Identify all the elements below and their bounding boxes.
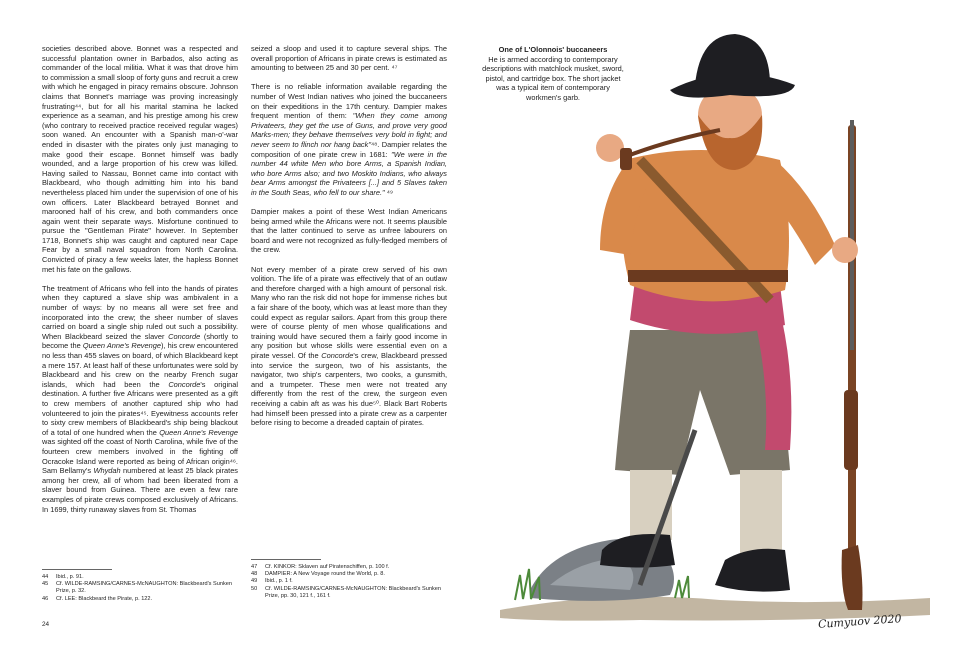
footnote: 44 Ibid., p. 91. — [42, 574, 84, 580]
dampier-quote: "We were in the number 44 white Men who bore Arms, a Spanish Indian, who bore Arms also; and two Moskito Indians, who always bear Arms amongst the Privateers [...] and 5 Slaves taken in the South Seas, who fell to our share." — [251, 149, 447, 197]
footnotes-right — [251, 564, 447, 600]
dampier-quote: "When they come among Privateers, they get the use of Guns, and prove very good Marks-men; they behave themselves very bold in fight; and never seem to flinch nor hang back" — [251, 111, 447, 149]
stocking — [740, 470, 782, 555]
text-column-left — [42, 44, 238, 524]
caption-text: He is armed according to contemporary descriptions with matchlock musket, sword, pistol, and cartridge box. The short jacket was a typical item of contemporary workmen's garb. — [482, 54, 624, 102]
footnote: 47 Cf. KINKOR: Sklaven auf Piratenschiffen, p. 100 f. — [251, 564, 390, 570]
paragraph-bonnet: societies described above. Bonnet was a respected and successful plantation owner in Barbados, also acting as commander of the local militia. What it was that drove him to commission a small sloop of forty guns and recruit a crew with which he engaged in piracy remains obscure. Johnson claims that Bonnet's marriage was proving increasingly frustrating⁴⁴, but for all his marital stamina he lacked experience as a seaman, and his prestige among his crew (who contrary to received practice received regular wages) soon waned. An encounter with a Spanish man-o'-war ended in disaster with the pirates only just managing to make good their escape. Bonnet himself was badly wounded, and a large proportion of his crew was killed. Having sailed to Nassau, Bonnet came into contact with Blackbeard, who though admitting him into his band nevertheless placed him under the supervision of one of his own officers. Later Blackbeard betrayed Bonnet and marooned half of his crew, and both commanders once again went their separate ways. Misfortune continued to pursue the "Gentleman Pirate" however. In September 1718, Bonnet's ship was caught and captured near Cape Fear by a small naval squadron from North Carolina. Convicted of piracy a few weeks later, the hapless Bonnet met his fate on the gallows. — [42, 44, 238, 274]
footnote-rule — [251, 559, 321, 560]
ship-name: Queen Anne's Revenge — [82, 341, 161, 351]
paragraph-africans: The treatment of Africans who fell into the hands of pirates when they captured a slave ship was ambivalent in a number of ways: by no means all were set free and incorporated into the crew; the sheer number of slaves carried on board a single ship ruled out such a possibility. When Blackbeard seized the slaver Concorde (shortly to become the Queen Anne's Revenge), his crew encountered no less than 455 slaves on board, of which Blackbeard kept a mere 157. At least half of these unfortunates were sold by Blackbeard and his crew on the nearby French sugar islands, which had been the Concorde's original destination. A further five Africans were presented as a gift to crew members of another captured ship who had volunteered to join the pirates⁴⁵. Eyewitness accounts refer to sixty crew members of Blackbeard's ship being blackout of a total of one hundred when the Queen Anne's Revenge was sighted off the coast of North Carolina, while five of the fourteen crew members involved in the fighting off Ocracoke Island were reported as being of African origin⁴⁶. Sam Bellamy's Whydah numbered at least 25 black pirates among her crew, all of whom had been liberated from a slaver bound from Guinea. There are even a few rare examples of pirate crews composed exclusively of Africans. In 1699, thirty runaway slaves from St. Thomas — [42, 283, 239, 514]
footnote: 48 DAMPIER: A New Voyage round the World, p. 8. — [251, 571, 385, 578]
footnote: 50 Cf. WILDE-RAMSING/CARNES-McNAUGHTON: Blackbeard's Sunken Prize, pp. 30, 121 f., 161 f. — [251, 585, 441, 599]
buccaneer-illustration — [490, 30, 940, 640]
ship-name: Concorde — [321, 351, 354, 360]
ship-name: Concorde — [168, 379, 201, 389]
musket — [842, 120, 863, 610]
footnote: 49 Ibid., p. 1 f. — [251, 578, 293, 585]
ship-name: Queen Anne's Revenge — [159, 427, 238, 437]
belt — [628, 270, 788, 282]
footnote: 46 Cf. LEE: Blackbeard the Pirate, p. 122. — [42, 595, 153, 602]
hand — [596, 134, 624, 162]
stocking — [630, 470, 672, 540]
footnote-rule — [42, 569, 112, 570]
page-number: 24 — [42, 621, 50, 628]
text-column-right — [251, 44, 447, 437]
hat-crown — [695, 34, 770, 85]
paragraph-pressed: Not every member of a pirate crew served of his own volition. The life of a pirate was effectively that of an outlaw and therefore charged with a high amount of personal risk. Many who ran the risk did not hope for immense riches but a fair share of the booty, which was at least more than they could expect as regular sailors. Apart from this group there were of course plenty of men whose qualifications and training would have secured them a fairly good income in any position but whose skills were essential even on a pirate vessel. Of the Concorde's crew, Blackbeard pressed into service the surgeon, two of his assistants, the navigator, two ship's carpenters, two cooks, a gunsmith, and a trumpeter. These men were not treated any differently from the rest of the crew, the surgeon even receiving a cabin aft as was his due⁵⁰. Black Bart Roberts had himself been pressed into a pirate crew as a carpenter before rising to become a dreaded captain of pirates. — [251, 264, 447, 428]
illustration-caption — [478, 45, 628, 103]
ship-name: Whydah — [93, 466, 121, 476]
paragraph-natives: There is no reliable information available regarding the number of West Indian natives who joined the buccaneers on their expeditions in the 17th century. Dampier makes frequent mention of them: "When they come among Privateers, they get the use of Guns, and prove very good Marks-men; they behave themselves very bold in fight; and never seem to flinch nor hang back"⁴⁸. Dampier relates the composition of one pirate crew in 1681: "We were in the number 44 white Men who bore Arms, a Spanish Indian, who bore Arms also; and two Moskito Indians, who always bear Arms amongst the Privateers [...] and 5 Slaves taken in the South Seas, who fell to our share." ⁴⁹ — [251, 82, 447, 197]
shoe — [600, 534, 675, 568]
paragraph-proportion: seized a sloop and used it to capture several ships. The overall proportion of Africans in pirate crews is estimated as amounting to between 25 and 30 per cent. ⁴⁷ — [251, 44, 447, 73]
artist-signature: Cumyuov 2020 — [817, 612, 902, 631]
paragraph-armed: Dampier makes a point of these West Indian Americans being armed while the Africans were not. It seems plausible that the latter continued to serve as unfree labourers on board and were not recognized as fully-fledged members of the crew. — [251, 207, 447, 255]
footnote: 45 Cf. WILDE-RAMSING/CARNES-McNAUGHTON: Blackbeard's Sunken Prize, p. 32. — [42, 581, 232, 595]
caption-title: One of L'Olonnois' buccaneers — [498, 45, 608, 54]
shoe — [715, 549, 790, 592]
footnotes-left — [42, 574, 238, 603]
ship-name: Concorde — [168, 331, 201, 341]
hand — [832, 237, 858, 263]
